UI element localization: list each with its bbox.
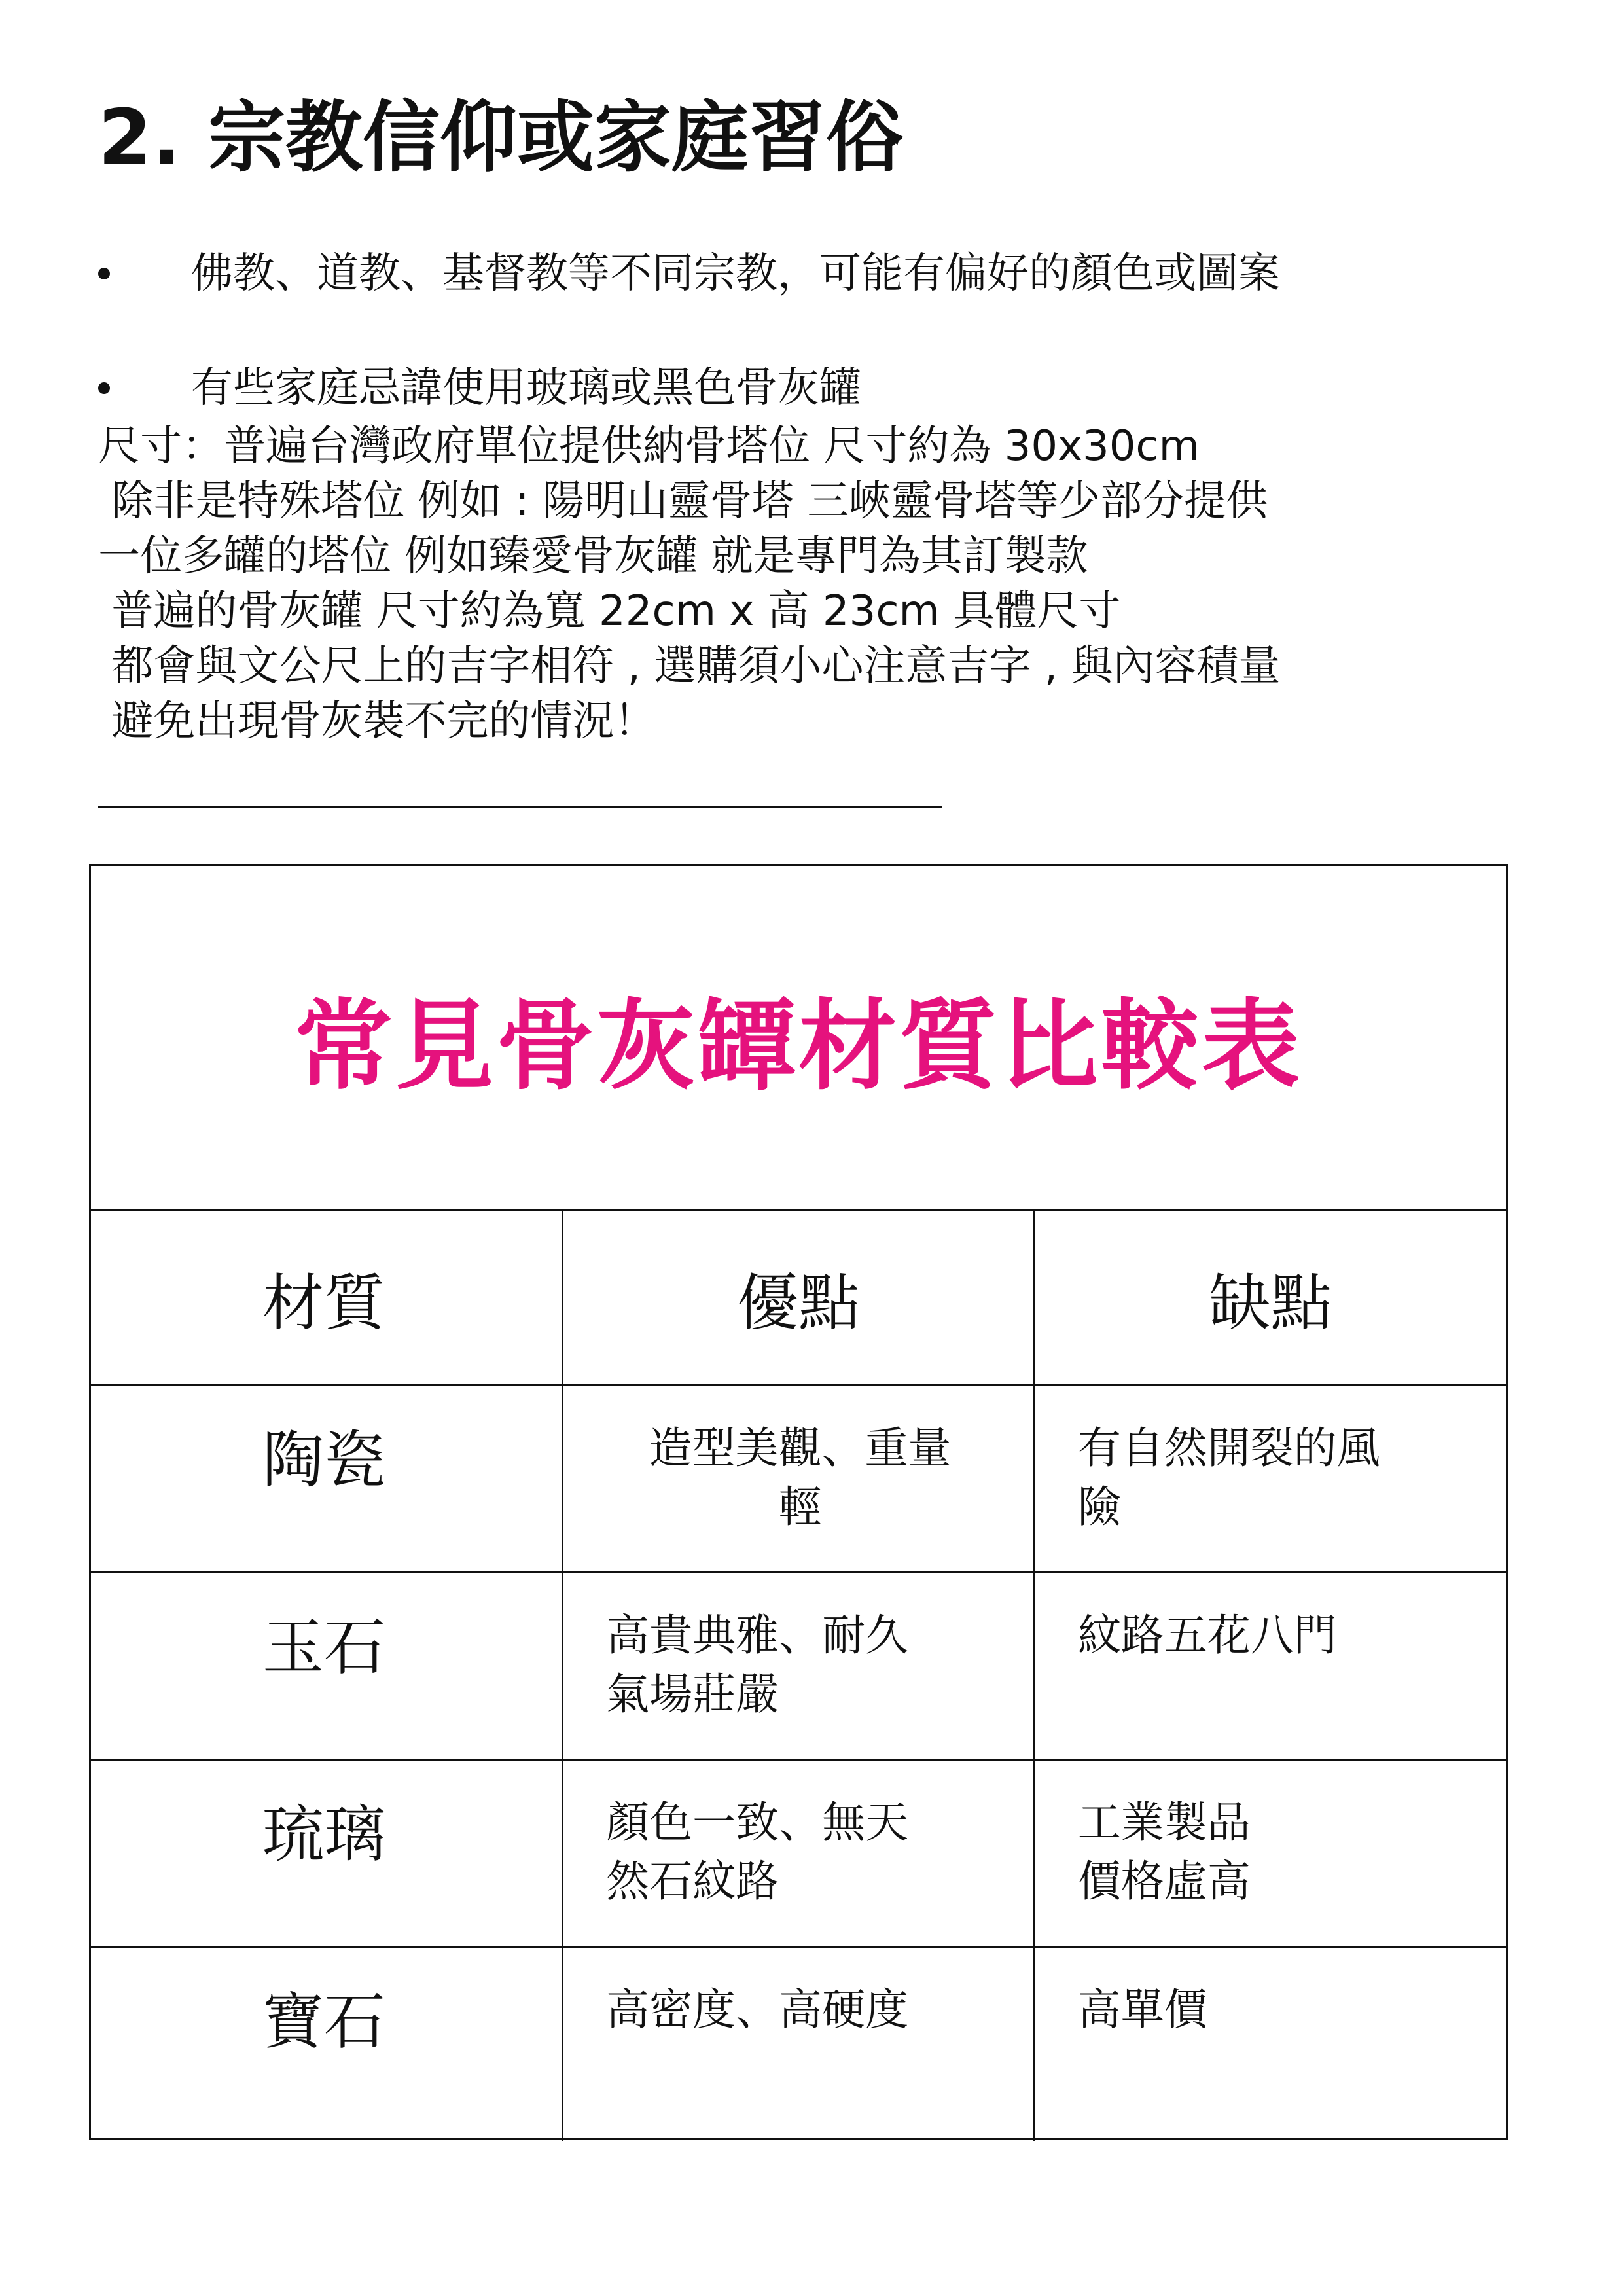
bullet-dot-icon	[98, 268, 110, 279]
cell-line: 顏色一致、無天	[606, 1797, 909, 1848]
cell-line: 氣場莊嚴	[606, 1668, 779, 1719]
cell-material: 寶石	[91, 1946, 563, 2141]
bullet-text: 佛教、道教、基督教等不同宗教，可能有偏好的顏色或圖案	[191, 249, 1280, 298]
cell-cons	[1034, 1946, 1506, 2141]
section-title: 2. 宗教信仰或家庭習俗	[98, 92, 904, 183]
cell-material: 玉石	[91, 1572, 563, 1759]
bullet-text: 有些家庭忌諱使用玻璃或黑色骨灰罐	[191, 364, 861, 412]
comparison-grid	[91, 1211, 1506, 2141]
cell-pros	[563, 1759, 1035, 1946]
cell-line: 高密度、高硬度	[606, 1984, 909, 2035]
cell-pros	[563, 1385, 1035, 1572]
material-comparison-table	[89, 864, 1508, 2140]
paragraph-line: 除非是特殊塔位 例如 : 陽明山靈骨塔 三峽靈骨塔等少部分提供	[98, 477, 1268, 526]
horizontal-divider	[98, 806, 942, 808]
cell-pros	[563, 1572, 1035, 1759]
table-header-row	[91, 1211, 1506, 1385]
bullet-item-taboo	[98, 363, 861, 414]
paragraph-line: 尺寸：普遍台灣政府單位提供納骨塔位 尺寸約為 30x30cm	[98, 422, 1200, 471]
header-cons: 缺點	[1034, 1211, 1506, 1385]
cell-line: 險	[1077, 1481, 1121, 1532]
bullet-item-religion	[98, 249, 1280, 299]
bullet-dot-icon	[98, 382, 110, 394]
cell-line: 高貴典雅、耐久	[606, 1609, 909, 1660]
cell-line: 輕	[778, 1481, 822, 1532]
cell-line: 價格虛高	[1077, 1856, 1251, 1907]
cell-line: 有自然開裂的風	[1077, 1422, 1380, 1473]
cell-line: 高單價	[1077, 1984, 1207, 2035]
size-info-paragraph	[98, 419, 1538, 749]
header-material: 材質	[91, 1211, 563, 1385]
paragraph-line: 一位多罐的塔位 例如臻愛骨灰罐 就是專門為其訂製款	[98, 532, 1088, 581]
table-row	[91, 1385, 1506, 1572]
cell-pros	[563, 1946, 1035, 2141]
cell-material: 琉璃	[91, 1759, 563, 1946]
cell-cons	[1034, 1572, 1506, 1759]
cell-cons	[1034, 1759, 1506, 1946]
table-title: 常見骨灰罈材質比較表	[91, 866, 1506, 1211]
table-row	[91, 1572, 1506, 1759]
paragraph-line: 普遍的骨灰罐 尺寸約為寬 22cm x 高 23cm 具體尺寸	[98, 587, 1121, 636]
cell-cons	[1034, 1385, 1506, 1572]
paragraph-line: 避免出現骨灰裝不完的情況！	[98, 697, 656, 745]
table-row	[91, 1759, 1506, 1946]
paragraph-line: 都會與文公尺上的吉字相符 , 選購須小心注意吉字 , 與內容積量	[98, 642, 1281, 691]
cell-line: 然石紋路	[606, 1856, 779, 1907]
table-row	[91, 1946, 1506, 2141]
header-pros: 優點	[563, 1211, 1035, 1385]
cell-line: 紋路五花八門	[1077, 1609, 1337, 1660]
cell-line: 工業製品	[1077, 1797, 1251, 1848]
cell-material: 陶瓷	[91, 1385, 563, 1572]
cell-line: 造型美觀、重量	[649, 1422, 952, 1473]
